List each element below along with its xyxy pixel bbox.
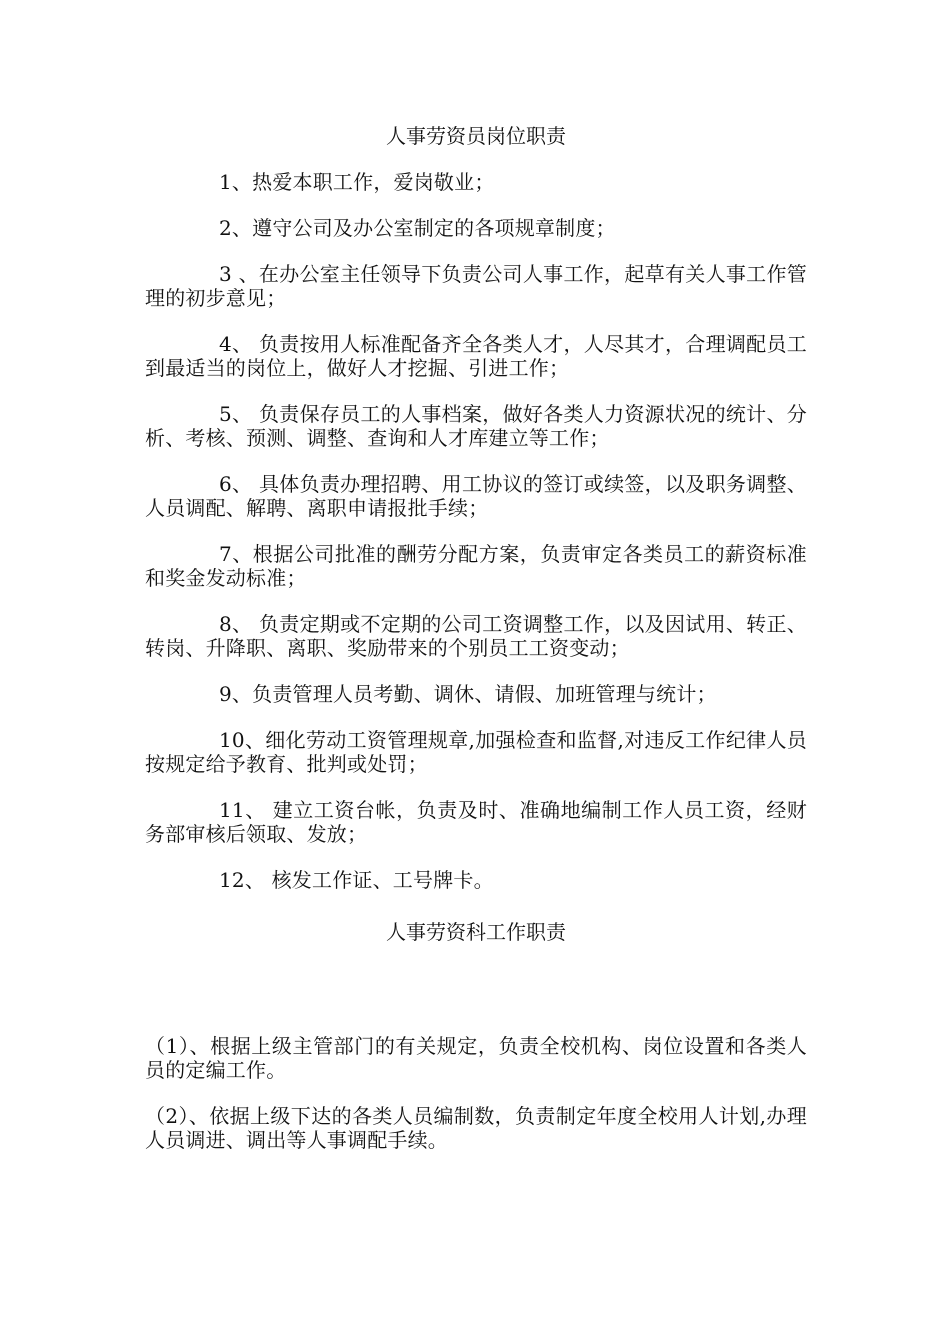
duty-item-1: 1、热爱本职工作，爱岗敬业； [219, 170, 495, 194]
duty-item-11: 11、 建立工资台帐，负责及时、准确地编制工作人员工资，经财务部审核后领取、发放； [145, 798, 807, 846]
duty-item-6: 6、 具体负责办理招聘、用工协议的签订或续签，以及职务调整、人员调配、解聘、离职申请报批手续； [145, 472, 807, 520]
section-title-hr-department: 人事劳资科工作职责 [386, 920, 566, 944]
duty-item-3: 3 、在办公室主任领导下负责公司人事工作，起草有关人事工作管理的初步意见； [145, 262, 807, 310]
document-body [145, 118, 807, 1174]
duty-item-4: 4、 负责按用人标准配备齐全各类人才，人尽其才，合理调配员工到最适当的岗位上，做好人才挖掘、引进工作； [145, 332, 807, 380]
duty-item-2: 2、遵守公司及办公室制定的各项规章制度； [219, 216, 616, 240]
duty-item-5: 5、 负责保存员工的人事档案，做好各类人力资源状况的统计、分析、考核、预测、调整、查询和人才库建立等工作； [145, 402, 807, 450]
dept-duty-item-1: （1）、根据上级主管部门的有关规定，负责全校机构、岗位设置和各类人员的定编工作。 [145, 1034, 807, 1082]
duty-item-7: 7、根据公司批准的酬劳分配方案，负责审定各类员工的薪资标准和奖金发动标准； [145, 542, 807, 590]
duty-item-12: 12、 核发工作证、工号牌卡。 [219, 868, 494, 892]
duty-item-8: 8、 负责定期或不定期的公司工资调整工作，以及因试用、转正、转岗、升降职、离职、奖励带来的个别员工工资变动； [145, 612, 807, 660]
dept-duty-item-2: （2）、依据上级下达的各类人员编制数，负责制定年度全校用人计划,办理人员调进、调出等人事调配手续。 [145, 1104, 807, 1152]
section-title-hr-staff: 人事劳资员岗位职责 [386, 124, 566, 148]
duty-item-9: 9、负责管理人员考勤、调休、请假、加班管理与统计； [219, 682, 717, 706]
duty-item-10: 10、细化劳动工资管理规章,加强检查和监督,对违反工作纪律人员按规定给予教育、批判或处罚； [145, 728, 807, 776]
